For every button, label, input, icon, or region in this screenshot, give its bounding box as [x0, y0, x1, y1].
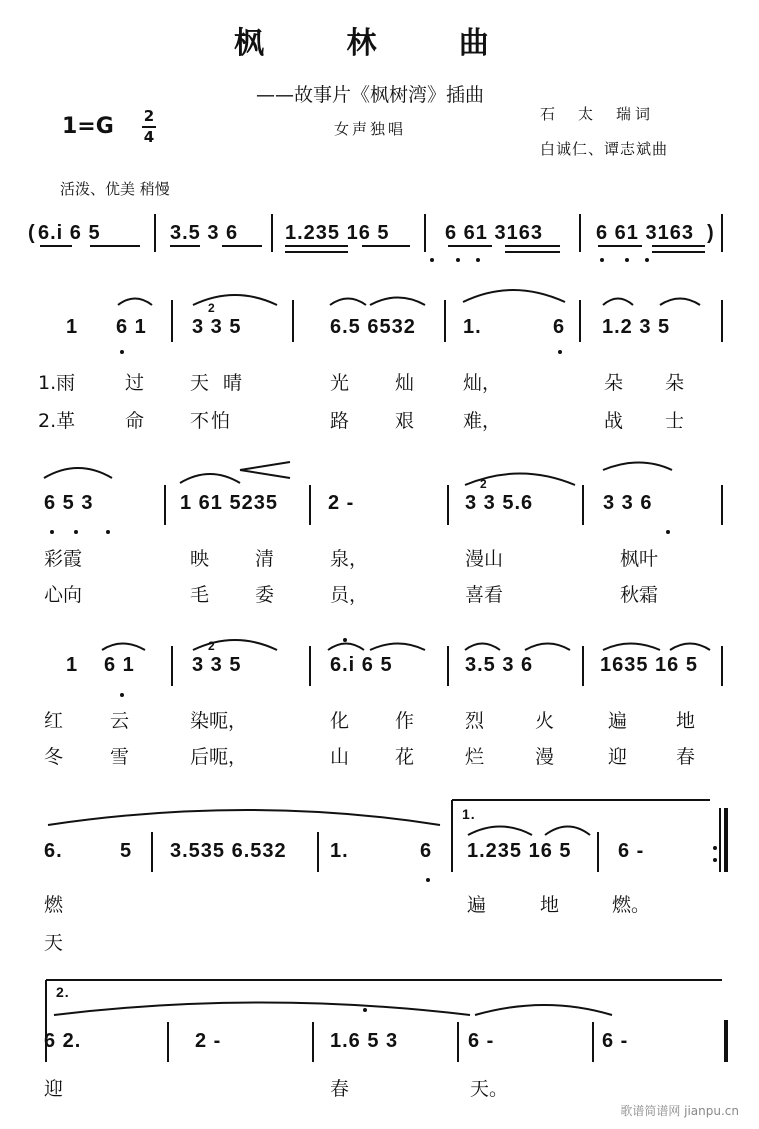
line3-note-3: 3 3 5 — [192, 654, 242, 676]
line3-lyric2-2: 雪 — [110, 746, 130, 768]
line2-lyric2-1: 心向 — [44, 584, 83, 606]
volta-1: 1. — [462, 806, 476, 822]
line3-lyric1-4: 化 — [330, 710, 350, 732]
line1-note-4: 6.5 6532 — [330, 316, 416, 338]
line3-lyric2-9: 春 — [676, 746, 696, 768]
intro-bar-4: 6 61 3163 — [445, 222, 543, 244]
line3-note-1: 1 — [66, 654, 79, 676]
line3-note-6: 1635 16 5 — [600, 654, 698, 676]
composer-credit: 白诚仁、谭志斌曲 — [540, 140, 669, 158]
intro-bar-2: 3.5 3 6 — [170, 222, 239, 244]
line1-lyric2-5: 艰 — [395, 410, 415, 432]
line2-lyric1-1: 彩霞 — [44, 548, 83, 570]
line5-lyric1-1: 迎 — [44, 1078, 64, 1100]
line1-lyric2-6: 难， — [463, 410, 502, 432]
line2-note-4: 3 3 5.6 — [465, 492, 534, 514]
tempo-marking: 活泼、优美 稍慢 — [60, 180, 170, 198]
line5-note-1: 6 2. — [44, 1030, 82, 1052]
line1-lyric1-7: 朵朵 — [604, 372, 727, 394]
line3-lyric1-3: 染呃， — [190, 710, 248, 732]
line1-note-2: 6 1 — [116, 316, 147, 338]
line4-lyric1-2: 遍 — [467, 894, 487, 916]
line3-lyric2-5: 花 — [395, 746, 415, 768]
line3-lyric1-7: 火 — [535, 710, 555, 732]
line1-lyric1-4: 光 — [330, 372, 350, 394]
line1-note-7: 1.2 3 5 — [602, 316, 671, 338]
line1-lyric2-4: 路 — [330, 410, 350, 432]
line3-lyric1-1: 红 — [44, 710, 64, 732]
line4-lyric1-1: 燃 — [44, 894, 64, 916]
intro-close-paren: ) — [707, 222, 715, 244]
volta-2: 2. — [56, 984, 70, 1000]
line2-lyric1-5: 漫山 — [465, 548, 504, 570]
line1-lyric1-3: 天晴 — [190, 372, 257, 394]
line2-note-2: 1 61 5235 — [180, 492, 278, 514]
line2-note-3: 2 - — [328, 492, 355, 514]
intro-bar-1: 6.i 6 5 — [38, 222, 101, 244]
line2-note-5: 3 3 6 — [603, 492, 653, 514]
line3-note-4: 6.i 6 5 — [330, 654, 393, 676]
line2-lyric1-3: 清 — [255, 548, 275, 570]
line3-note-2: 6 1 — [104, 654, 135, 676]
line5-note-4: 6 - — [468, 1030, 495, 1052]
line2-lyric2-6: 秋霜 — [620, 584, 659, 606]
key-signature: 1=G — [62, 114, 114, 139]
watermark: 歌谱简谱网 jianpu.cn — [620, 1104, 739, 1118]
line4-lyric1-4: 燃。 — [612, 894, 651, 916]
line4-lyric1-3: 地 — [540, 894, 560, 916]
line4-note-6: 1.235 16 5 — [467, 840, 572, 862]
line3-lyric2-6: 烂 — [465, 746, 485, 768]
grace-note: 2 — [208, 301, 216, 315]
intro-bar-3: 1.235 16 5 — [285, 222, 390, 244]
line1-lyric2-2: 命 — [125, 410, 145, 432]
line4-note-5: 6 — [420, 840, 433, 862]
line3-lyric2-3: 后呃， — [190, 746, 248, 768]
line1-lyric2-3: 不怕 — [190, 410, 233, 432]
song-subtitle: ——故事片《枫树湾》插曲 — [256, 84, 485, 106]
line5-lyric1-2: 春 — [330, 1078, 350, 1100]
line1-note-5: 1. — [463, 316, 482, 338]
line4-note-4: 1. — [330, 840, 349, 862]
line3-lyric1-2: 云 — [110, 710, 130, 732]
line3-lyric2-8: 迎 — [608, 746, 628, 768]
line4-note-1: 6. — [44, 840, 63, 862]
time-signature-top: 2 — [143, 107, 155, 125]
line3-lyric1-6: 烈 — [465, 710, 485, 732]
line3-lyric1-8: 遍 — [608, 710, 628, 732]
line2-lyric1-6: 枫叶 — [620, 548, 659, 570]
line1-lyric1-6: 灿， — [463, 372, 502, 394]
line3-lyric2-7: 漫 — [535, 746, 555, 768]
line1-note-3: 3 3 5 — [192, 316, 242, 338]
line4-lyric2-1: 天 — [44, 932, 64, 954]
line3-lyric1-9: 地 — [676, 710, 696, 732]
line1-lyric1-2: 过 — [125, 372, 145, 394]
line2-lyric1-4: 泉， — [330, 548, 369, 570]
line2-lyric1-2: 映 — [190, 548, 210, 570]
line2-lyric2-5: 喜看 — [465, 584, 504, 606]
line4-note-2: 5 — [120, 840, 133, 862]
line2-lyric2-2: 毛 — [190, 584, 210, 606]
song-title: 枫 林 曲 — [234, 26, 525, 61]
line2-lyric2-4: 员， — [330, 584, 369, 606]
line1-lyric1-5: 灿 — [395, 372, 415, 394]
line1-lyric1-1: 1.雨 — [38, 372, 76, 394]
line1-lyric2-1: 2.革 — [38, 410, 76, 432]
lyricist-credit: 石 太 瑞词 — [540, 105, 655, 123]
intro-bar-5: 6 61 3163 — [596, 222, 694, 244]
line5-note-3: 1.6 5 3 — [330, 1030, 399, 1052]
time-signature-bottom: 4 — [143, 128, 155, 146]
line3-lyric2-1: 冬 — [44, 746, 64, 768]
line4-note-7: 6 - — [618, 840, 645, 862]
line1-note-6: 6 — [553, 316, 566, 338]
line3-lyric1-5: 作 — [395, 710, 415, 732]
line2-note-1: 6 5 3 — [44, 492, 94, 514]
line1-note-1: 1 — [66, 316, 79, 338]
intro-open-paren: ( — [28, 222, 36, 244]
line5-lyric1-3: 天。 — [470, 1078, 509, 1100]
line5-note-2: 2 - — [195, 1030, 222, 1052]
grace-note-2: 2 — [480, 477, 488, 491]
voice-type: 女声独唱 — [334, 120, 407, 138]
line4-note-3: 3.535 6.532 — [170, 840, 287, 862]
line5-note-5: 6 - — [602, 1030, 629, 1052]
line1-lyric2-7: 战士 — [604, 410, 727, 432]
line3-lyric2-4: 山 — [330, 746, 350, 768]
grace-note-3: 2 — [208, 639, 216, 653]
line2-lyric2-3: 委 — [255, 584, 275, 606]
line3-note-5: 3.5 3 6 — [465, 654, 534, 676]
